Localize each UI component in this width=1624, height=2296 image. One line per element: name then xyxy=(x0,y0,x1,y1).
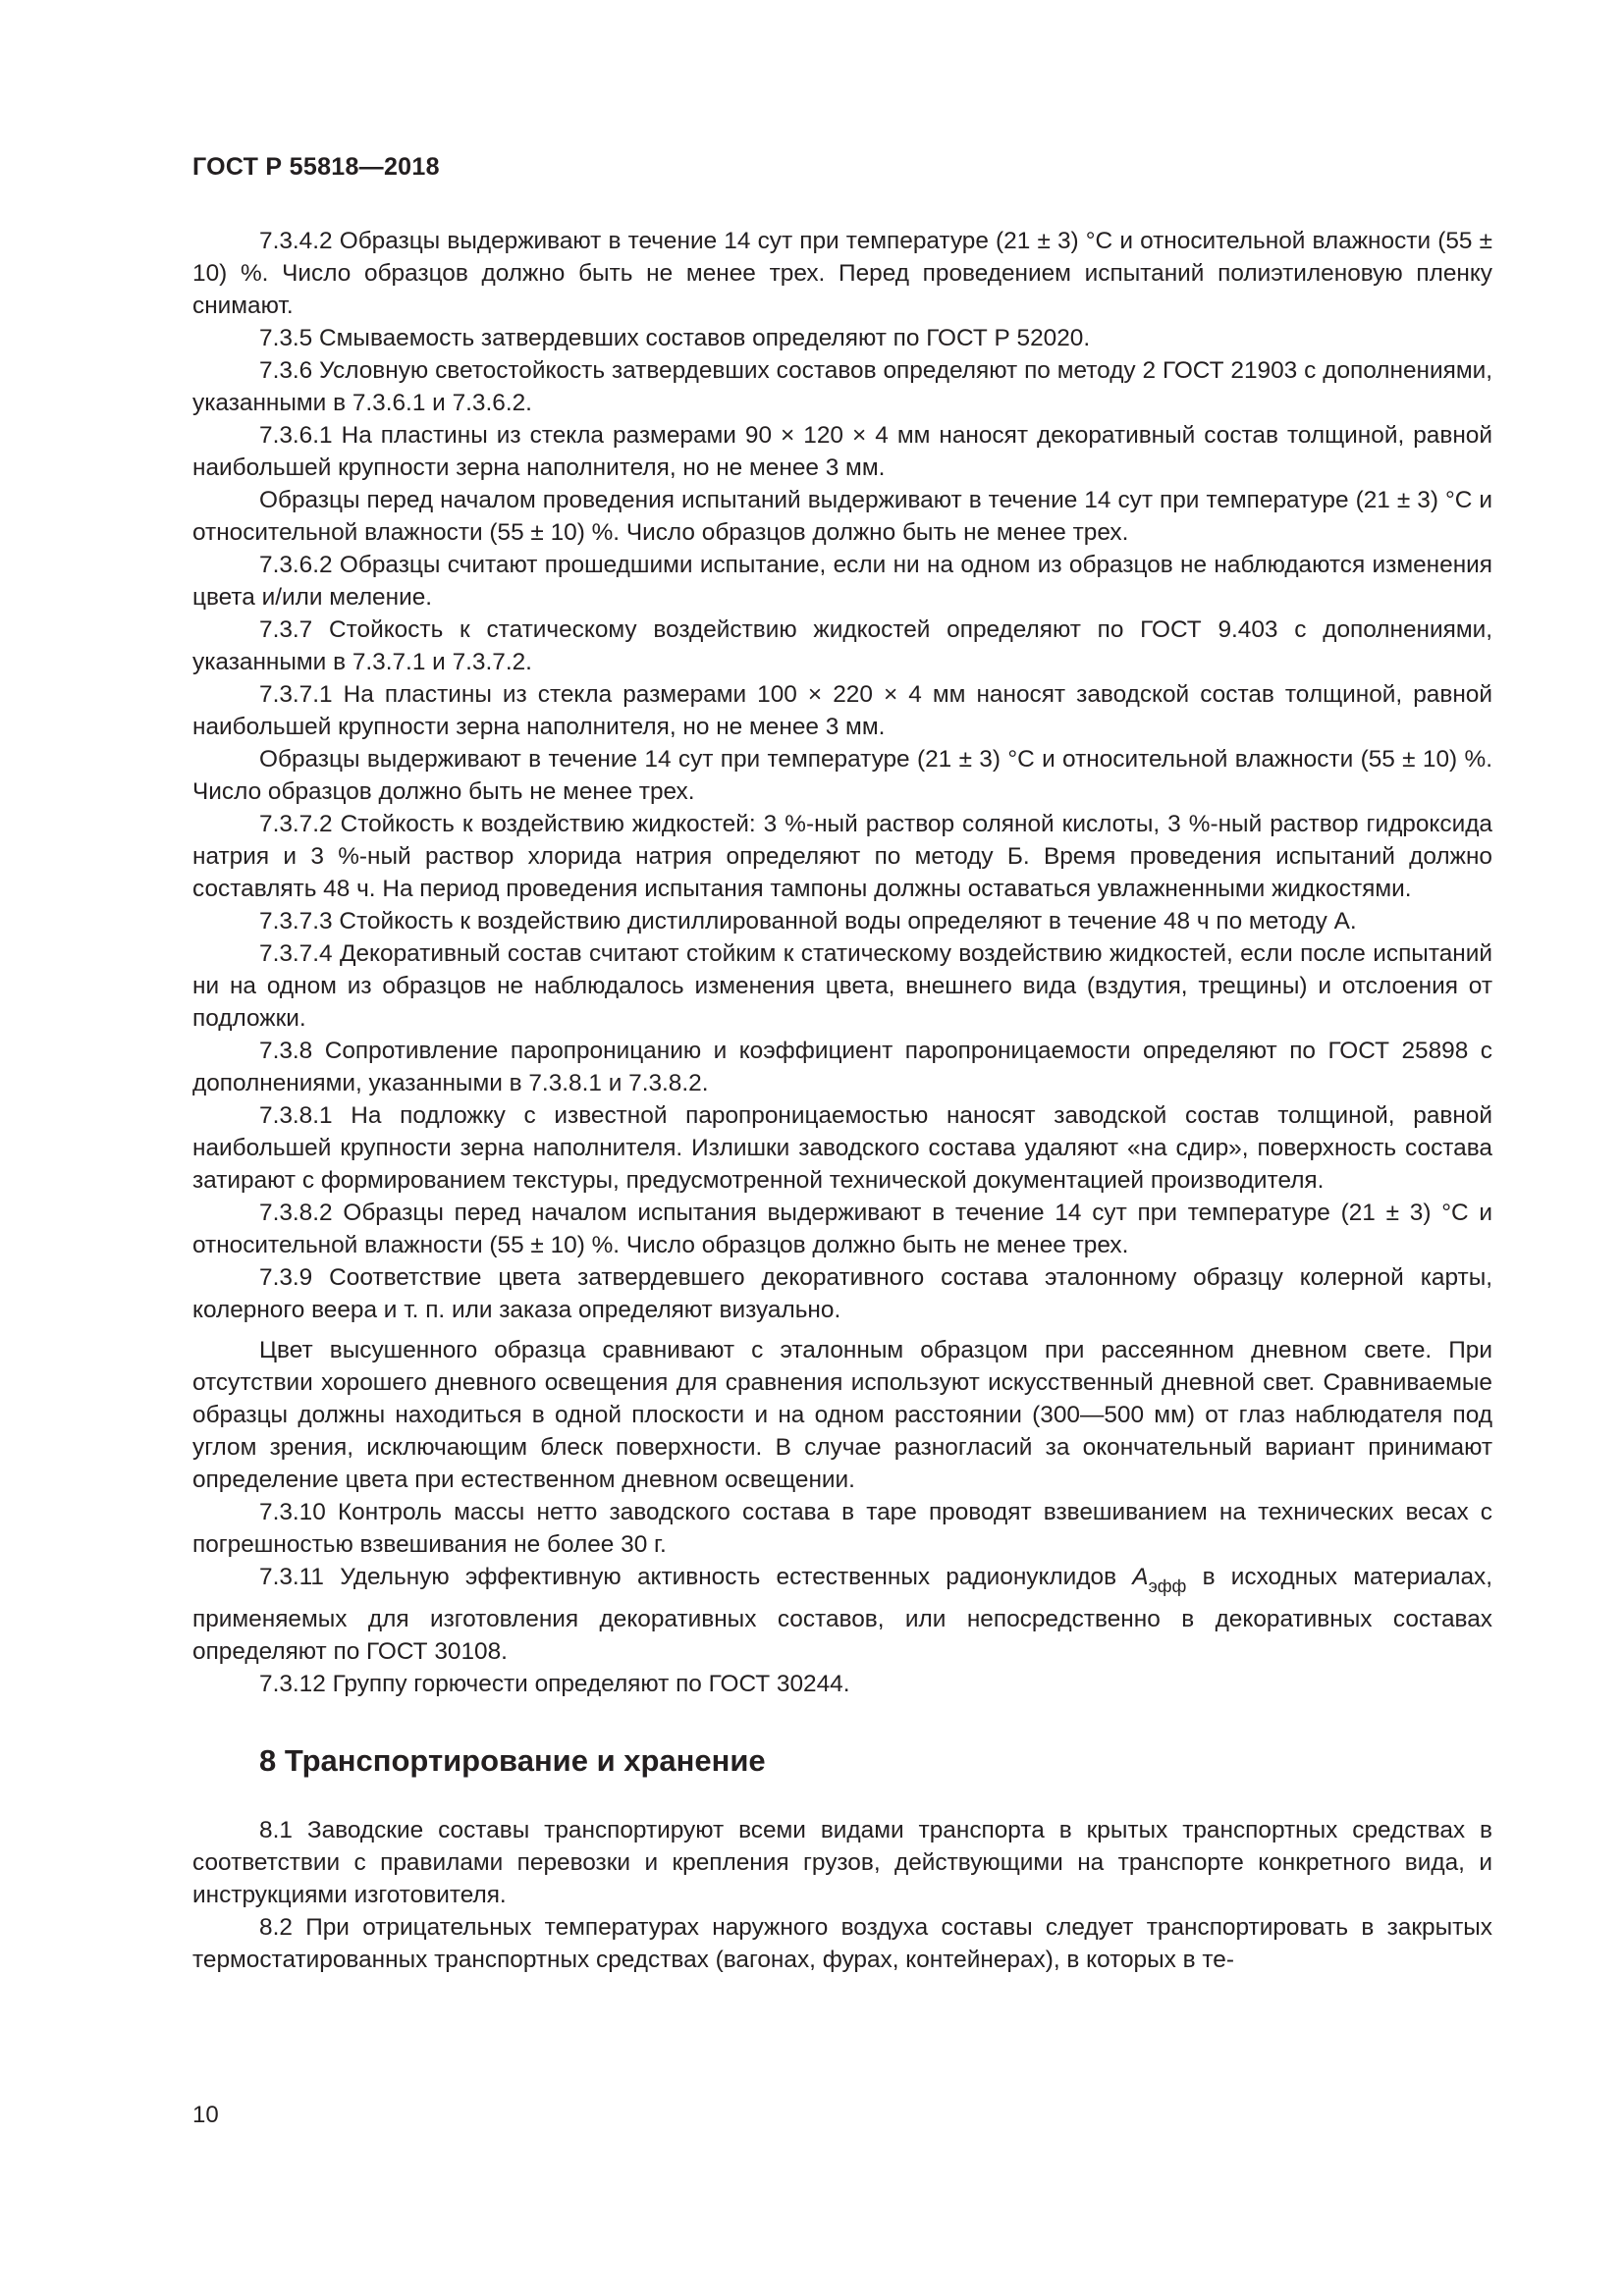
paragraph-7-3-4-2: 7.3.4.2 Образцы выдерживают в течение 14 сут при температуре (21 ± 3) °С и относительной влажности (55 ± 10) %. Число образцов должно быть не менее трех. Перед проведением испытаний полиэтиленовую пленку снимают. xyxy=(192,228,1492,319)
paragraph-7-3-7-1: 7.3.7.1 На пластины из стекла размерами 100 × 220 × 4 мм наносят заводской состав толщиной, равной наибольшей крупности зерна наполнителя, но не менее 3 мм. xyxy=(192,681,1492,740)
paragraph-7-3-7-3: 7.3.7.3 Стойкость к воздействию дистиллированной воды определяют в течение 48 ч по методу А. xyxy=(259,908,1357,934)
paragraph-7-3-6: 7.3.6 Условную светостойкость затвердевших составов определяют по методу 2 ГОСТ 21903 с дополнениями, указанными в 7.3.6.1 и 7.3.6.2. xyxy=(192,357,1492,416)
paragraph-7-3-7: 7.3.7 Стойкость к статическому воздействию жидкостей определяют по ГОСТ 9.403 с дополнениями, указанными в 7.3.7.1 и 7.3.7.2. xyxy=(192,616,1492,675)
paragraph-samples-hold: Образцы выдерживают в течение 14 сут при температуре (21 ± 3) °С и относительной влажности (55 ± 10) %. Число образцов должно быть не менее трех. xyxy=(192,746,1492,805)
page-number: 10 xyxy=(192,2102,219,2128)
activity-symbol: A xyxy=(1132,1564,1149,1590)
paragraph-7-3-5: 7.3.5 Смываемость затвердевших составов определяют по ГОСТ Р 52020. xyxy=(259,325,1091,351)
paragraph-7-3-6-1: 7.3.6.1 На пластины из стекла размерами 90 × 120 × 4 мм наносят декоративный состав толщиной, равной наибольшей крупности зерна наполнителя, но не менее 3 мм. xyxy=(192,422,1492,481)
paragraph-color-comparison: Цвет высушенного образца сравнивают с эталонным образцом при рассеянном дневном свете. При отсутствии хорошего дневного освещения для сравнения используют искусственный дневной свет. Сравниваемые образцы должны находиться в одной плоскости и на одном расстоянии (300—500 мм) от глаз наблюдателя под углом зрения, исключающим блеск поверхности. В случае разногласий за окончательный вариант принимают определение цвета при естественном дневном освещении. xyxy=(192,1337,1492,1493)
activity-subscript: эфф xyxy=(1148,1576,1187,1596)
paragraph-7-3-6-2: 7.3.6.2 Образцы считают прошедшими испытание, если ни на одном из образцов не наблюдаются изменения цвета и/или меление. xyxy=(192,552,1492,611)
paragraph-7-3-11-start: 7.3.11 Удельную эффективную активность естественных радионуклидов xyxy=(259,1564,1133,1590)
paragraph-7-3-9: 7.3.9 Соответствие цвета затвердевшего декоративного состава эталонному образцу колерной карты, колерного веера и т. п. или заказа определяют визуально. xyxy=(192,1264,1492,1323)
paragraph-8-1: 8.1 Заводские составы транспортируют всеми видами транспорта в крытых транспортных средствах в соответствии с правилами перевозки и крепления грузов, действующими на транспорте конкретного вида, и инструкциями изготовителя. xyxy=(192,1817,1492,1908)
paragraph-7-3-8: 7.3.8 Сопротивление паропроницанию и коэффициент паропроницаемости определяют по ГОСТ 25898 с дополнениями, указанными в 7.3.8.1 и 7.3.8.2. xyxy=(192,1038,1492,1096)
paragraph-7-3-11 xyxy=(192,1561,1492,1668)
paragraph-8-2: 8.2 При отрицательных температурах наружного воздуха составы следует транспортировать в закрытых термостатированных транспортных средствах (вагонах, фурах, контейнерах), в которых в те- xyxy=(192,1914,1492,1973)
section-8-heading: 8 Транспортирование и хранение xyxy=(259,1743,766,1778)
paragraph-7-3-11-end: в исходных материалах, применяемых для изготовления декоративных составов, или непосредственно в декоративных составах определяют по ГОСТ 30108. xyxy=(192,1564,1492,1665)
paragraph-7-3-8-2: 7.3.8.2 Образцы перед началом испытания выдерживают в течение 14 сут при температуре (21 ± 3) °С и относительной влажности (55 ± 10) %. Число образцов должно быть не менее трех. xyxy=(192,1200,1492,1258)
document-body xyxy=(192,225,1492,1976)
paragraph-7-3-7-2: 7.3.7.2 Стойкость к воздействию жидкостей: 3 %-ный раствор соляной кислоты, 3 %-ный раствор гидроксида натрия и 3 %-ный раствор хлорида натрия определяют по методу Б. Время проведения испытаний должно составлять 48 ч. На период проведения испытания тампоны должны оставаться увлажненными жидкостями. xyxy=(192,811,1492,902)
paragraph-7-3-7-4: 7.3.7.4 Декоративный состав считают стойким к статическому воздействию жидкостей, если после испытаний ни на одном из образцов не наблюдалось изменения цвета, внешнего вида (вздутия, трещины) и отслоения от подложки. xyxy=(192,940,1492,1032)
paragraph-7-3-10: 7.3.10 Контроль массы нетто заводского состава в таре проводят взвешиванием на технических весах с погрешностью взвешивания не более 30 г. xyxy=(192,1499,1492,1558)
paragraph-samples-conditioning: Образцы перед началом проведения испытаний выдерживают в течение 14 сут при температуре (21 ± 3) °С и относительной влажности (55 ± 10) %. Число образцов должно быть не менее трех. xyxy=(192,487,1492,546)
paragraph-7-3-8-1: 7.3.8.1 На подложку с известной паропроницаемостью наносят заводской состав толщиной, равной наибольшей крупности зерна наполнителя. Излишки заводского состава удаляют «на сдир», поверхность состава затирают с формированием текстуры, предусмотренной технической документацией производителя. xyxy=(192,1102,1492,1194)
paragraph-7-3-12: 7.3.12 Группу горючести определяют по ГОСТ 30244. xyxy=(259,1671,850,1697)
document-code: ГОСТ Р 55818—2018 xyxy=(192,153,440,181)
